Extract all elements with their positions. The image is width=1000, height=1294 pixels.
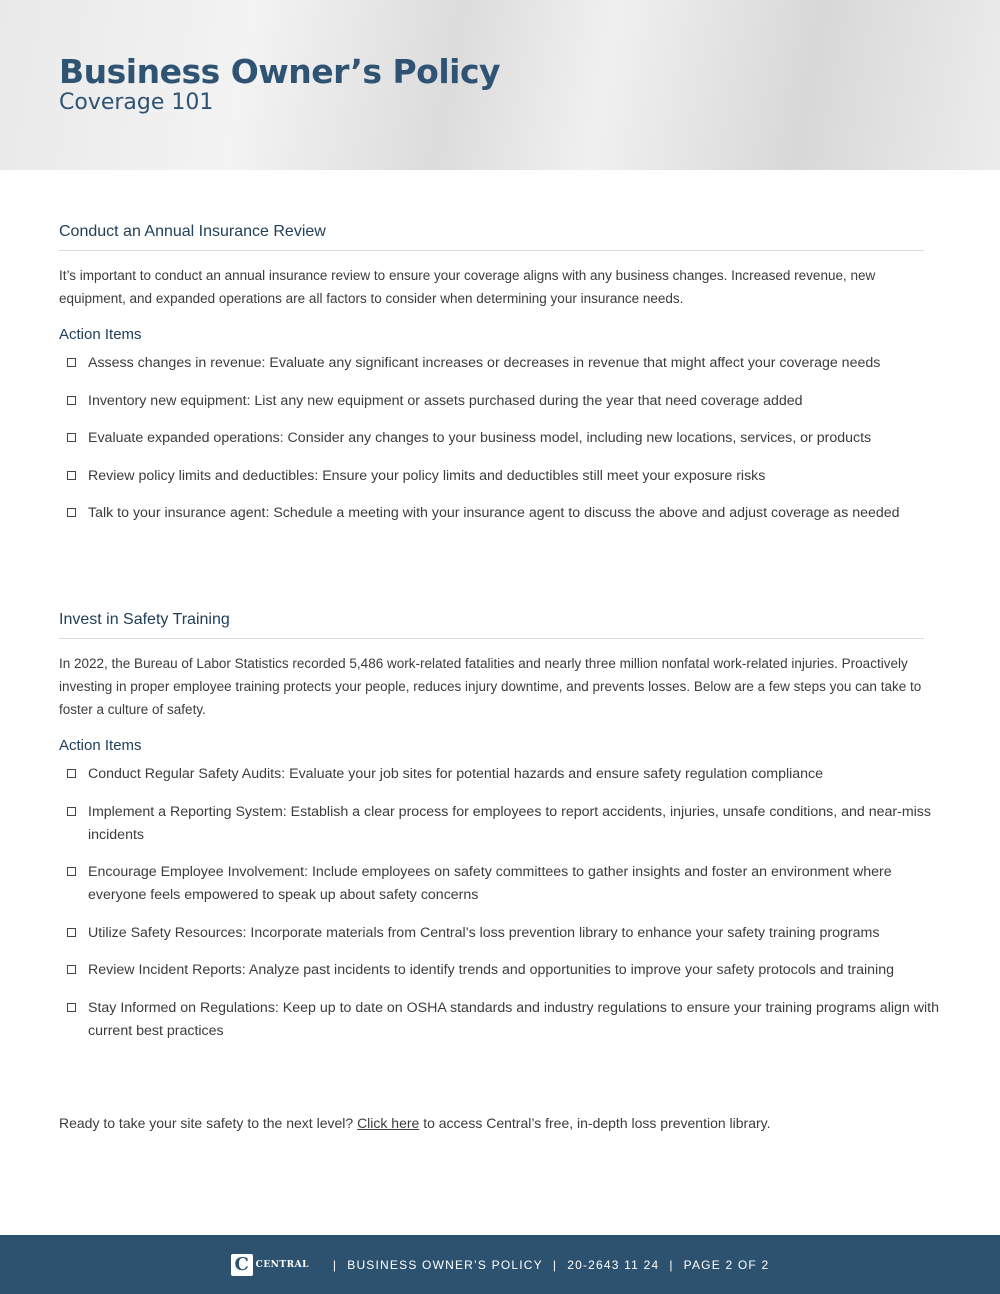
list-item [59,801,943,847]
checkbox-icon[interactable] [67,471,76,480]
list-item-text: Conduct Regular Safety Audits: Evaluate your job sites for potential hazards and ensure safety regulation compliance [88,766,824,782]
checkbox-icon[interactable] [67,965,76,974]
list-item [59,922,943,945]
footer-separator: | [669,1257,674,1272]
list-item [59,427,943,450]
list-item [59,997,943,1043]
list-item-text: Assess changes in revenue: Evaluate any significant increases or decreases in revenue that might affect your coverage needs [88,355,881,371]
footer-doc-title: BUSINESS OWNER’S POLICY [347,1257,543,1272]
section-intro: In 2022, the Bureau of Labor Statistics recorded 5,486 work-related fatalities and nearly three million nonfatal work-related injuries. Proactively investing in proper employee training protects your people, reduces injury downtime, and prevents losses. Below are a few steps you can take to foster a culture of safety. [59,656,922,717]
checkbox-icon[interactable] [67,1003,76,1012]
checkbox-icon[interactable] [67,358,76,367]
checkbox-icon[interactable] [67,928,76,937]
action-items-list [59,763,939,1043]
list-item [59,465,943,488]
central-logo [231,1254,309,1276]
central-logo-icon: C [231,1254,253,1276]
section-heading: Invest in Safety Training [59,611,924,639]
list-item-text: Talk to your insurance agent: Schedule a meeting with your insurance agent to discuss the above and adjust coverage as needed [88,505,900,521]
list-item-text: Utilize Safety Resources: Incorporate materials from Central’s loss prevention library to enhance your safety training programs [88,924,880,941]
list-item-text: Encourage Employee Involvement: Include employees on safety committees to gather insights and foster an environment where everyone feels empowered to speak up about safety concerns [88,864,892,903]
list-item [59,502,943,525]
loss-prevention-library-link[interactable]: Click here [357,1115,420,1131]
list-item-text: Inventory new equipment: List any new equipment or assets purchased during the year that need coverage added [88,392,803,409]
action-items-list [59,352,924,525]
page-header [0,0,1000,170]
footer-separator: | [332,1257,338,1272]
call-to-action [59,1115,771,1131]
cta-text-after: to access Central’s free, in-depth loss prevention library. [419,1115,771,1131]
list-item-text: Review Incident Reports: Analyze past incidents to identify trends and opportunities to improve your safety protocols and training [88,962,894,978]
page-subtitle: Coverage 101 [59,90,214,115]
cta-text-before: Ready to take your site safety to the next level? [59,1115,358,1131]
list-item-text: Stay Informed on Regulations: Keep up to date on OSHA standards and industry regulations to ensure your training programs align with current best practices [88,999,939,1039]
page-title: Business Owner’s Policy [59,52,501,91]
list-item [59,861,943,907]
list-item [59,959,943,982]
list-item-text: Implement a Reporting System: Establish a clear process for employees to report accidents, injuries, unsafe conditions, and near-miss incidents [88,803,931,843]
checkbox-icon[interactable] [67,867,76,876]
checkbox-icon[interactable] [67,433,76,442]
footer-doc-code: 20-2643 11 24 [567,1257,660,1272]
list-item-text: Review policy limits and deductibles: Ensure your policy limits and deductibles still meet your exposure risks [88,467,766,484]
central-logo-text: CENTRAL [255,1259,309,1270]
list-item [59,352,943,375]
list-item [59,390,943,413]
action-items-heading: Action Items [59,326,142,343]
section-annual-review [59,223,924,540]
section-heading: Conduct an Annual Insurance Review [59,223,924,251]
page-footer [0,1235,1000,1294]
checkbox-icon[interactable] [67,807,76,816]
list-item [59,763,943,786]
list-item-text: Evaluate expanded operations: Consider any changes to your business model, including new locations, services, or products [88,430,872,446]
checkbox-icon[interactable] [67,396,76,405]
footer-page-number: PAGE 2 OF 2 [683,1257,770,1272]
footer-separator: | [552,1257,558,1272]
checkbox-icon[interactable] [67,769,76,778]
section-intro: It’s important to conduct an annual insurance review to ensure your coverage aligns with any business changes. Increased revenue, new equipment, and expanded operations are all factors to consider when determining your insurance needs. [59,268,876,306]
action-items-heading: Action Items [59,737,142,754]
checkbox-icon[interactable] [67,508,76,517]
section-safety-training [59,611,939,1057]
